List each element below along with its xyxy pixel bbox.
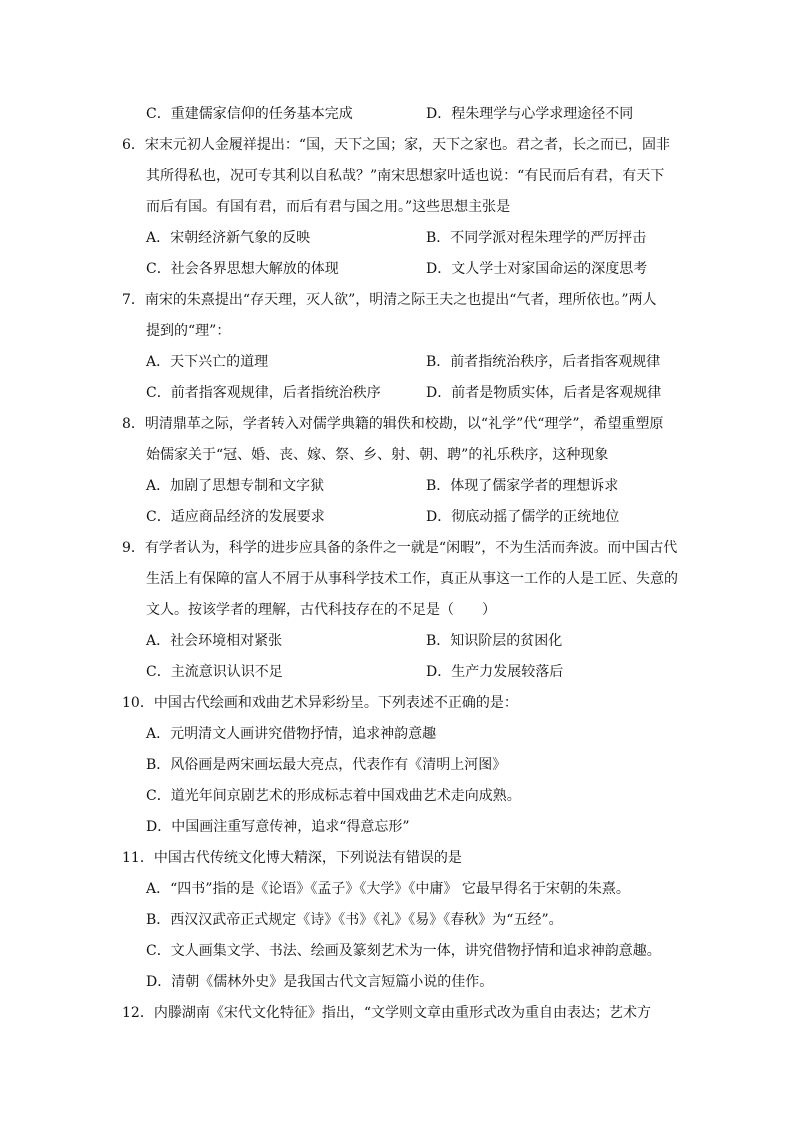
q6-stem-line3: 而后有国。有国有君，而后有君与国之用。”这些思想主张是 [146, 199, 511, 215]
q12-stem-line1: 12．内滕湖南《宋代文化特征》指出，“文学则文章由重形式改为重自由表达；艺术方 [122, 1005, 651, 1021]
q10-option-a: A．元明清文人画讲究借物抒情，追求神韵意趣 [146, 726, 437, 742]
q9-option-c: C．主流意识认识不足 [146, 664, 283, 680]
q5-option-c: C．重建儒家信仰的任务基本完成 [146, 106, 353, 122]
q6-stem-line1: 6．宋末元初人金履祥提出：“国，天下之国；家，天下之家也。君之者，长之而已，固非 [122, 137, 671, 153]
q5-option-d: D．程朱理学与心学求理途径不同 [426, 106, 634, 122]
q10-option-b: B．风俗画是两宋画坛最大亮点，代表作有《清明上河图》 [146, 757, 507, 773]
q7-option-b: B．前者指统治秩序，后者指客观规律 [426, 354, 661, 370]
q11-option-a: A．“四书”指的是《论语》《孟子》《大学》《中庸》 它最早得名于宋朝的朱熹。 [146, 881, 630, 897]
q11-option-b: B．西汉汉武帝正式规定《诗》《书》《礼》《易》《春秋》为“五经”。 [146, 912, 563, 928]
q7-stem-line2: 提到的“理”： [146, 323, 231, 339]
q9-option-b: B．知识阶层的贫困化 [426, 633, 563, 649]
q8-option-c: C．适应商品经济的发展要求 [146, 509, 325, 525]
q11-option-d: D．清朝《儒林外史》是我国古代文言短篇小说的佳作。 [146, 974, 494, 990]
q6-option-d: D．文人学士对家国命运的深度思考 [426, 261, 648, 277]
q8-stem-line1: 8．明清鼎革之际，学者转入对儒学典籍的辑佚和校勘，以“礼学”代“理学”，希望重塑原 [122, 416, 664, 432]
q10-option-d: D．中国画注重写意传神，追求“得意忘形” [146, 819, 410, 835]
q8-option-d: D．彻底动摇了儒学的正统地位 [426, 509, 620, 525]
q9-stem-line1: 9．有学者认为，科学的进步应具备的条件之一就是“闲暇”，不为生活而奔波。而中国古代 [122, 540, 678, 556]
q7-option-c: C．前者指客观规律，后者指统治秩序 [146, 385, 381, 401]
q7-option-d: D．前者是物质实体，后者是客观规律 [426, 385, 662, 401]
q9-option-d: D．生产力发展较落后 [426, 664, 564, 680]
q7-stem-line1: 7．南宋的朱熹提出“存天理，灭人欲”，明清之际王夫之也提出“气者，理所依也。”两人 [122, 292, 657, 308]
q11-option-c: C．文人画集文学、书法、绘画及篆刻艺术为一体，讲究借物抒情和追求神韵意趣。 [146, 943, 661, 959]
q9-stem-line3: 文人。按该学者的理解，古代科技存在的不足是（ ） [146, 602, 496, 618]
q8-option-a: A．加剧了思想专制和文字狱 [146, 478, 325, 494]
q6-option-b: B．不同学派对程朱理学的严厉抨击 [426, 230, 647, 246]
q7-option-a: A．天下兴亡的道理 [146, 354, 269, 370]
q6-option-a: A．宋朝经济新气象的反映 [146, 230, 311, 246]
q11-stem-line1: 11．中国古代传统文化博大精深，下列说法有错误的是 [122, 850, 462, 866]
q6-option-c: C．社会各界思想大解放的体现 [146, 261, 339, 277]
q9-option-a: A．社会环境相对紧张 [146, 633, 283, 649]
q10-stem-line1: 10．中国古代绘画和戏曲艺术异彩纷呈。下列表述不正确的是： [122, 695, 518, 711]
q10-option-c: C．道光年间京剧艺术的形成标志着中国戏曲艺术走向成熟。 [146, 788, 521, 804]
q8-option-b: B．体现了儒家学者的理想诉求 [426, 478, 619, 494]
q6-stem-line2: 其所得私也，况可专其利以自私哉？”南宋思想家叶适也说：“有民而后有君，有天下 [146, 168, 665, 184]
q9-stem-line2: 生活上有保障的富人不屑于从事科学技术工作，真正从事这一工作的人是工匠、失意的 [146, 571, 678, 587]
q8-stem-line2: 始儒家关于“冠、婚、丧、嫁、祭、乡、射、朝、聘”的礼乐秩序，这种现象 [146, 447, 609, 463]
